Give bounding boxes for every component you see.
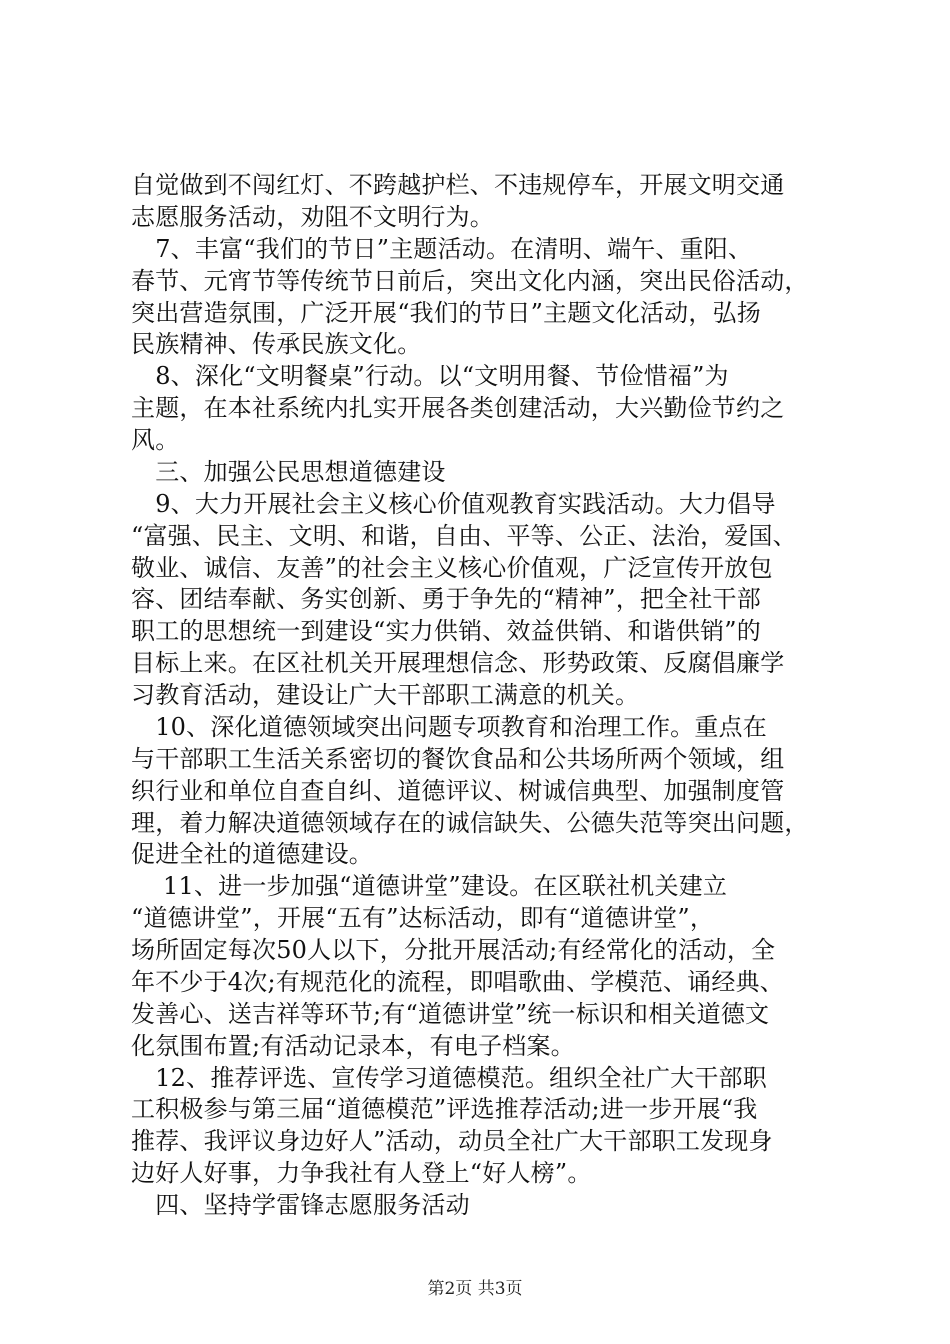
text-line: 风。: [131, 426, 180, 454]
text-line: 民族精神、传承民族文化。: [131, 330, 422, 358]
text-line: 发善心、送吉祥等环节;有“道德讲堂”统一标识和相关道德文: [131, 1000, 770, 1028]
text-line: 敬业、诚信、友善”的社会主义核心价值观，广泛宣传开放包: [131, 554, 773, 582]
text-line: 化氛围布置;有活动记录本，有电子档案。: [131, 1032, 575, 1060]
text-line: 年不少于4次;有规范化的流程，即唱歌曲、学模范、诵经典、: [131, 968, 784, 996]
text-line: 自觉做到不闯红灯、不跨越护栏、不违规停车，开展文明交通: [131, 171, 785, 199]
text-line: 习教育活动，建设让广大干部职工满意的机关。: [131, 681, 640, 709]
text-line: 理，着力解决道德领域存在的诚信缺失、公德失范等突出问题，: [131, 809, 809, 837]
text-line: 边好人好事，力争我社有人登上“好人榜”。: [131, 1159, 592, 1187]
text-line: 容、团结奉献、务实创新、勇于争先的“精神”，把全社干部: [131, 585, 761, 613]
text-line: 12、推荐评选、宣传学习道德模范。组织全社广大干部职: [131, 1064, 767, 1092]
text-line: 11、进一步加强“道德讲堂”建设。在区联社机关建立: [131, 872, 728, 900]
text-line: 主题，在本社系统内扎实开展各类创建活动，大兴勤俭节约之: [131, 394, 785, 422]
text-line: 织行业和单位自查自纠、道德评议、树诚信典型、加强制度管: [131, 777, 785, 805]
text-line: 与干部职工生活关系密切的餐饮食品和公共场所两个领域，组: [131, 745, 785, 773]
text-line: 7、丰富“我们的节日”主题活动。在清明、端午、重阳、: [131, 235, 753, 263]
text-line: 志愿服务活动，劝阻不文明行为。: [131, 203, 494, 231]
text-line: 工积极参与第三届“道德模范”评选推荐活动;进一步开展“我: [131, 1095, 758, 1123]
text-line: 10、深化道德领域突出问题专项教育和治理工作。重点在: [131, 713, 767, 741]
text-line: 职工的思想统一到建设“实力供销、效益供销、和谐供销”的: [131, 617, 761, 645]
text-line: 目标上来。在区社机关开展理想信念、形势政策、反腐倡廉学: [131, 649, 785, 677]
text-line: 推荐、我评议身边好人”活动，动员全社广大干部职工发现身: [131, 1127, 773, 1155]
text-line: 突出营造氛围，广泛开展“我们的节日”主题文化活动，弘扬: [131, 299, 761, 327]
text-line: 8、深化“文明餐桌”行动。以“文明用餐、节俭惜福”为: [131, 362, 729, 390]
text-line: 春节、元宵节等传统节日前后，突出文化内涵，突出民俗活动，: [131, 267, 809, 295]
page-footer: 第2页 共3页: [427, 1279, 523, 1299]
text-line: 场所固定每次50人以下，分批开展活动;有经常化的活动，全: [131, 936, 776, 964]
text-line: “道德讲堂”，开展“五有”达标活动，即有“道德讲堂”，: [131, 904, 715, 932]
text-line: 促进全社的道德建设。: [131, 840, 373, 868]
text-line: “富强、民主、文明、和谐，自由、平等、公正、法治，爱国、: [131, 522, 797, 550]
text-line: 9、大力开展社会主义核心价值观教育实践活动。大力倡导: [131, 490, 776, 518]
section-heading: 三、加强公民思想道德建设: [131, 458, 446, 486]
text-line: 四、坚持学雷锋志愿服务活动: [131, 1191, 470, 1219]
